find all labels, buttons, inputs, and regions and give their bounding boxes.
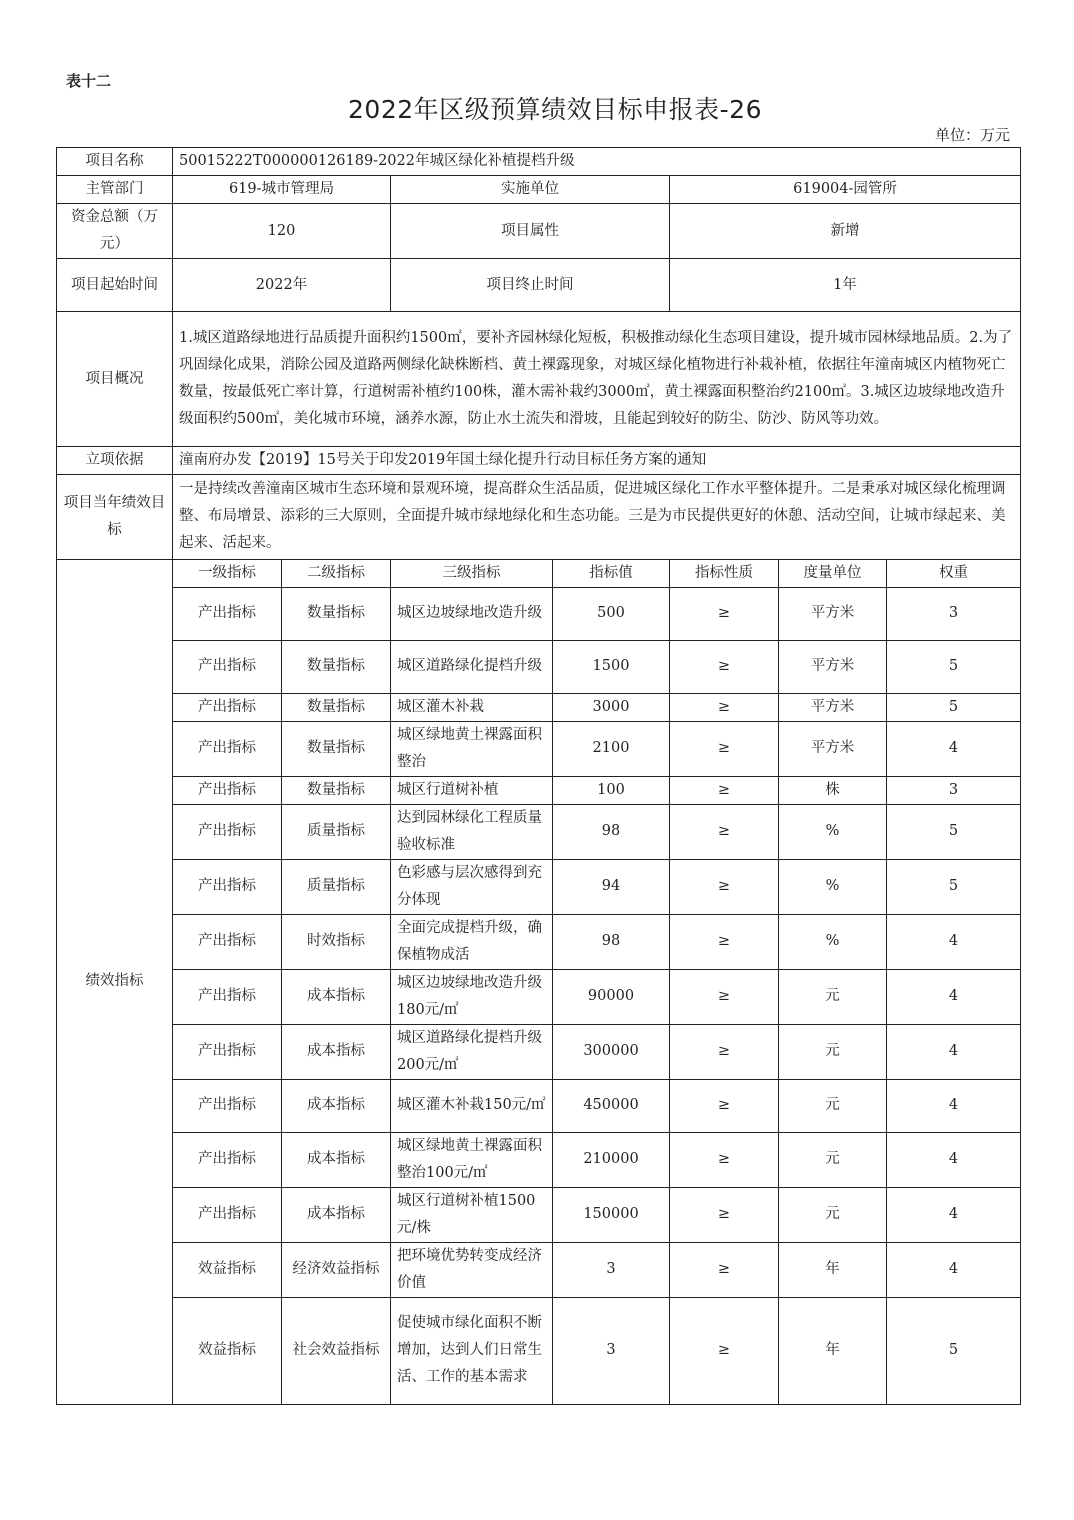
unit-cell: 元 [779, 969, 887, 1024]
dept-value: 619-城市管理局 [173, 176, 391, 204]
level2-cell: 成本指标 [282, 1132, 391, 1187]
weight-cell: 4 [887, 1242, 1021, 1297]
impl-label: 实施单位 [391, 176, 670, 204]
indicator-header-cell: 权重 [887, 559, 1021, 587]
weight-cell: 4 [887, 1132, 1021, 1187]
unit-cell: 元 [779, 1187, 887, 1242]
row-project-name [57, 148, 1021, 176]
budget-performance-table [56, 147, 1021, 1405]
weight-cell: 5 [887, 1297, 1021, 1404]
value-cell: 3000 [553, 693, 670, 721]
level1-cell: 产出指标 [173, 1079, 282, 1132]
level3-cell: 城区绿地黄土裸露面积整治 [391, 721, 553, 776]
indicator-row [57, 1242, 1021, 1297]
start-value: 2022年 [173, 259, 391, 312]
nature-cell: ≥ [670, 914, 779, 969]
level1-cell: 产出指标 [173, 969, 282, 1024]
nature-cell: ≥ [670, 804, 779, 859]
level2-cell: 数量指标 [282, 587, 391, 640]
weight-cell: 3 [887, 776, 1021, 804]
indicator-header-row [57, 559, 1021, 587]
level3-cell: 城区道路绿化提档升级 [391, 640, 553, 693]
weight-cell: 5 [887, 693, 1021, 721]
indicators-section-label: 绩效指标 [57, 559, 173, 1404]
level3-cell: 城区灌木补栽 [391, 693, 553, 721]
level3-cell: 把环境优势转变成经济价值 [391, 1242, 553, 1297]
level2-cell: 社会效益指标 [282, 1297, 391, 1404]
unit-cell: 年 [779, 1297, 887, 1404]
value-cell: 150000 [553, 1187, 670, 1242]
row-time [57, 259, 1021, 312]
level3-cell: 城区行道树补植1500元/株 [391, 1187, 553, 1242]
level1-cell: 产出指标 [173, 1024, 282, 1079]
weight-cell: 4 [887, 1024, 1021, 1079]
unit-cell: % [779, 804, 887, 859]
value-cell: 100 [553, 776, 670, 804]
value-cell: 98 [553, 914, 670, 969]
overview-text: 1.城区道路绿地进行品质提升面积约1500㎡，要补齐园林绿化短板，积极推动绿化生态项目建设，提升城市园林绿地品质。2.为了巩固绿化成果，消除公园及道路两侧绿化缺株断档、黄土裸露现象，对城区绿化植物进行补栽补植，依据往年潼南城区内植物死亡数量，按最低死亡率计算，行道树需补植约100株，灌木需补栽约3000㎡，黄土裸露面积整治约2100㎡。3.城区边坡绿地改造升级面积约500㎡，美化城市环境，涵养水源，防止水土流失和滑坡，且能起到较好的防尘、防沙、防风等功效。 [173, 312, 1021, 447]
nature-cell: ≥ [670, 1132, 779, 1187]
level1-cell: 产出指标 [173, 859, 282, 914]
nature-cell: ≥ [670, 1242, 779, 1297]
table-number-label: 表十二 [66, 72, 112, 90]
unit-cell: 元 [779, 1024, 887, 1079]
attr-label: 项目属性 [391, 204, 670, 259]
level2-cell: 数量指标 [282, 776, 391, 804]
level2-cell: 数量指标 [282, 640, 391, 693]
level3-cell: 城区边坡绿地改造升级 [391, 587, 553, 640]
level1-cell: 产出指标 [173, 776, 282, 804]
unit-cell: 元 [779, 1132, 887, 1187]
value-cell: 2100 [553, 721, 670, 776]
level1-cell: 产出指标 [173, 693, 282, 721]
attr-value: 新增 [670, 204, 1021, 259]
indicator-row [57, 804, 1021, 859]
indicator-row [57, 1187, 1021, 1242]
start-label: 项目起始时间 [57, 259, 173, 312]
level1-cell: 产出指标 [173, 1132, 282, 1187]
level1-cell: 产出指标 [173, 804, 282, 859]
dept-label: 主管部门 [57, 176, 173, 204]
level1-cell: 产出指标 [173, 587, 282, 640]
weight-cell: 4 [887, 1079, 1021, 1132]
basis-label: 立项依据 [57, 447, 173, 475]
indicator-header-cell: 二级指标 [282, 559, 391, 587]
level3-cell: 城区道路绿化提档升级200元/㎡ [391, 1024, 553, 1079]
weight-cell: 4 [887, 721, 1021, 776]
level3-cell: 全面完成提档升级，确保植物成活 [391, 914, 553, 969]
nature-cell: ≥ [670, 693, 779, 721]
nature-cell: ≥ [670, 969, 779, 1024]
project-name-value: 50015222T000000126189-2022年城区绿化补植提档升级 [173, 148, 1021, 176]
value-cell: 210000 [553, 1132, 670, 1187]
nature-cell: ≥ [670, 587, 779, 640]
value-cell: 3 [553, 1242, 670, 1297]
indicator-row [57, 914, 1021, 969]
level2-cell: 成本指标 [282, 1024, 391, 1079]
nature-cell: ≥ [670, 1297, 779, 1404]
level2-cell: 时效指标 [282, 914, 391, 969]
indicator-header-cell: 三级指标 [391, 559, 553, 587]
indicator-row [57, 693, 1021, 721]
indicator-row [57, 1132, 1021, 1187]
indicator-header-cell: 一级指标 [173, 559, 282, 587]
level2-cell: 质量指标 [282, 859, 391, 914]
fund-value: 120 [173, 204, 391, 259]
nature-cell: ≥ [670, 721, 779, 776]
nature-cell: ≥ [670, 1024, 779, 1079]
weight-cell: 3 [887, 587, 1021, 640]
end-label: 项目终止时间 [391, 259, 670, 312]
nature-cell: ≥ [670, 1079, 779, 1132]
level3-cell: 达到园林绿化工程质量验收标准 [391, 804, 553, 859]
weight-cell: 4 [887, 969, 1021, 1024]
value-cell: 450000 [553, 1079, 670, 1132]
unit-cell: % [779, 914, 887, 969]
nature-cell: ≥ [670, 1187, 779, 1242]
project-name-label: 项目名称 [57, 148, 173, 176]
indicator-row [57, 587, 1021, 640]
unit-cell: 株 [779, 776, 887, 804]
indicator-row [57, 721, 1021, 776]
unit-cell: 平方米 [779, 640, 887, 693]
row-fund [57, 204, 1021, 259]
level3-cell: 城区边坡绿地改造升级180元/㎡ [391, 969, 553, 1024]
indicator-row [57, 640, 1021, 693]
level2-cell: 经济效益指标 [282, 1242, 391, 1297]
level2-cell: 成本指标 [282, 1187, 391, 1242]
level2-cell: 质量指标 [282, 804, 391, 859]
value-cell: 300000 [553, 1024, 670, 1079]
value-cell: 1500 [553, 640, 670, 693]
value-cell: 94 [553, 859, 670, 914]
unit-cell: % [779, 859, 887, 914]
level1-cell: 产出指标 [173, 721, 282, 776]
impl-value: 619004-园管所 [670, 176, 1021, 204]
value-cell: 98 [553, 804, 670, 859]
unit-cell: 年 [779, 1242, 887, 1297]
level1-cell: 产出指标 [173, 640, 282, 693]
level2-cell: 数量指标 [282, 693, 391, 721]
indicator-row [57, 1079, 1021, 1132]
indicator-header-cell: 指标值 [553, 559, 670, 587]
nature-cell: ≥ [670, 640, 779, 693]
weight-cell: 5 [887, 640, 1021, 693]
level1-cell: 效益指标 [173, 1297, 282, 1404]
value-cell: 500 [553, 587, 670, 640]
indicator-row [57, 1297, 1021, 1404]
page-title: 2022年区级预算绩效目标申报表-26 [348, 95, 762, 124]
level3-cell: 城区绿地黄土裸露面积整治100元/㎡ [391, 1132, 553, 1187]
level2-cell: 成本指标 [282, 1079, 391, 1132]
unit-cell: 平方米 [779, 693, 887, 721]
row-dept [57, 176, 1021, 204]
level3-cell: 色彩感与层次感得到充分体现 [391, 859, 553, 914]
indicator-row [57, 1024, 1021, 1079]
indicator-header-cell: 指标性质 [670, 559, 779, 587]
indicator-header-cell: 度量单位 [779, 559, 887, 587]
weight-cell: 5 [887, 859, 1021, 914]
nature-cell: ≥ [670, 776, 779, 804]
unit-label: 单位：万元 [934, 126, 1010, 144]
level1-cell: 产出指标 [173, 914, 282, 969]
unit-cell: 平方米 [779, 721, 887, 776]
goal-label: 项目当年绩效目标 [57, 475, 173, 560]
level3-cell: 城区灌木补栽150元/㎡ [391, 1079, 553, 1132]
basis-text: 潼南府办发【2019】15号关于印发2019年国土绿化提升行动目标任务方案的通知 [173, 447, 1021, 475]
level1-cell: 效益指标 [173, 1242, 282, 1297]
fund-label: 资金总额（万元） [57, 204, 173, 259]
overview-label: 项目概况 [57, 312, 173, 447]
weight-cell: 5 [887, 804, 1021, 859]
indicator-row [57, 969, 1021, 1024]
goal-text: 一是持续改善潼南区城市生态环境和景观环境，提高群众生活品质，促进城区绿化工作水平整体提升。二是秉承对城区绿化梳理调整、布局增景、添彩的三大原则，全面提升城市绿地绿化和生态功能。三是为市民提供更好的休憩、活动空间，让城市绿起来、美起来、活起来。 [173, 475, 1021, 560]
nature-cell: ≥ [670, 859, 779, 914]
row-overview [57, 312, 1021, 447]
level2-cell: 成本指标 [282, 969, 391, 1024]
level3-cell: 促使城市绿化面积不断增加，达到人们日常生活、工作的基本需求 [391, 1297, 553, 1404]
value-cell: 90000 [553, 969, 670, 1024]
value-cell: 3 [553, 1297, 670, 1404]
level3-cell: 城区行道树补植 [391, 776, 553, 804]
indicator-row [57, 776, 1021, 804]
weight-cell: 4 [887, 914, 1021, 969]
indicator-row [57, 859, 1021, 914]
weight-cell: 4 [887, 1187, 1021, 1242]
row-basis [57, 447, 1021, 475]
unit-cell: 平方米 [779, 587, 887, 640]
unit-cell: 元 [779, 1079, 887, 1132]
row-goal [57, 475, 1021, 560]
level1-cell: 产出指标 [173, 1187, 282, 1242]
level2-cell: 数量指标 [282, 721, 391, 776]
end-value: 1年 [670, 259, 1021, 312]
